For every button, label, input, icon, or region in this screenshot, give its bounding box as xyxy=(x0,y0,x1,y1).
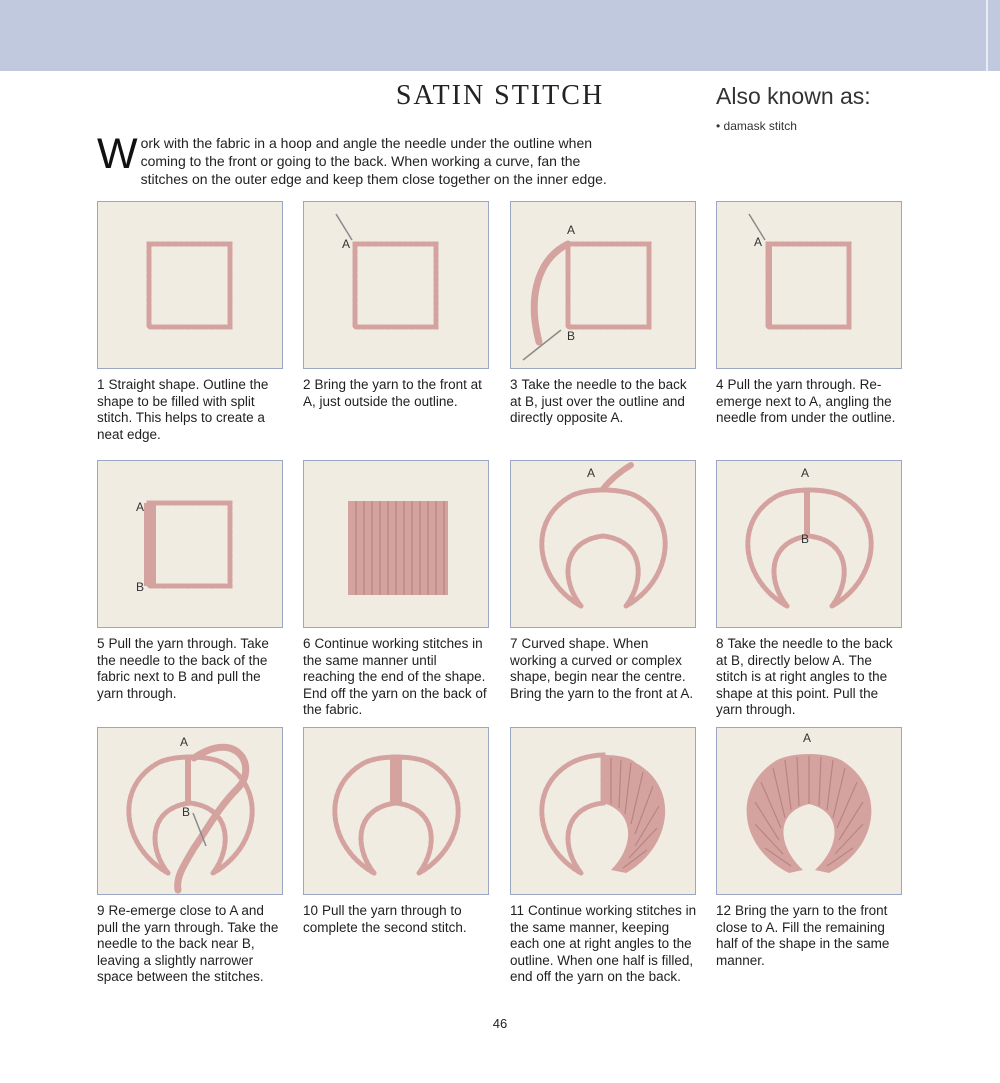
label-b: B xyxy=(801,532,810,546)
step-2 xyxy=(303,201,489,410)
step-5 xyxy=(97,460,283,702)
step-1 xyxy=(97,201,283,443)
step-7-photo xyxy=(510,460,696,628)
step-4-photo xyxy=(716,201,902,369)
label-b: B xyxy=(182,805,191,819)
label-a: A xyxy=(801,466,810,480)
step-6-caption: 6 Continue working stitches in the same manner until reaching the end of the shape. End off the yarn on the back of the fabric. xyxy=(303,636,487,717)
step-12-caption: 12 Bring the yarn to the front close to A. Fill the remaining half of the shape in the same manner. xyxy=(716,903,890,968)
step-9 xyxy=(97,727,283,986)
step-9-photo xyxy=(97,727,283,895)
step-8-photo xyxy=(716,460,902,628)
also-known-as-list xyxy=(716,119,797,133)
step-2-photo xyxy=(303,201,489,369)
drop-cap: W xyxy=(97,130,138,178)
step-11-caption: 11 Continue working stitches in the same manner, keeping each one at right angles to the outline. When one half is filled, end off the yarn on the back. xyxy=(510,903,697,984)
label-a: A xyxy=(342,237,351,251)
step-2-caption: 2 Bring the yarn to the front at A, just outside the outline. xyxy=(303,377,482,409)
step-10-photo xyxy=(303,727,489,895)
label-a: A xyxy=(567,223,576,237)
step-1-photo xyxy=(97,201,283,369)
label-a: A xyxy=(180,735,189,749)
step-1-caption: 1 Straight shape. Outline the shape to be filled with split stitch. This helps to create a neat edge. xyxy=(97,377,269,442)
step-5-caption: 5 Pull the yarn through. Take the needle to the back of the fabric next to B and pull the yarn through. xyxy=(97,636,269,701)
intro-paragraph xyxy=(97,130,607,188)
label-a: A xyxy=(136,500,145,514)
step-7-caption: 7 Curved shape. When working a curved or complex shape, begin near the centre. Bring the yarn to the front at A. xyxy=(510,636,694,701)
header-band xyxy=(0,0,1000,71)
step-3-photo xyxy=(510,201,696,369)
step-11 xyxy=(510,727,696,986)
label-b: B xyxy=(136,580,145,594)
step-7 xyxy=(510,460,696,702)
label-a: A xyxy=(587,466,596,480)
step-10 xyxy=(303,727,489,936)
step-3 xyxy=(510,201,696,427)
label-b: B xyxy=(567,329,576,343)
step-4 xyxy=(716,201,902,427)
step-6 xyxy=(303,460,489,719)
label-a: A xyxy=(754,235,763,249)
also-known-as-heading: Also known as: xyxy=(716,83,871,109)
step-11-photo xyxy=(510,727,696,895)
intro-text: ork with the fabric in a hoop and angle the needle under the outline when coming to the front or going to the back. When working a curve, fan the stitches on the outer edge and keep them close together on the inner edge. xyxy=(140,135,607,187)
step-5-photo xyxy=(97,460,283,628)
step-8-caption: 8 Take the needle to the back at B, directly below A. The stitch is at right angles to the shape at this point. Pull the yarn through. xyxy=(716,636,893,717)
step-12 xyxy=(716,727,902,969)
step-10-caption: 10 Pull the yarn through to complete the second stitch. xyxy=(303,903,467,935)
step-8 xyxy=(716,460,902,719)
step-12-photo xyxy=(716,727,902,895)
step-9-caption: 9 Re-emerge close to A and pull the yarn through. Take the needle to the back near B, leaving a slightly narrower space between the stitches. xyxy=(97,903,279,984)
step-4-caption: 4 Pull the yarn through. Re-emerge next to A, angling the needle from under the outline. xyxy=(716,377,896,425)
label-a: A xyxy=(803,731,812,745)
page-title: SATIN STITCH xyxy=(395,80,605,111)
page-number: 46 xyxy=(492,1016,508,1031)
aka-item: • damask stitch xyxy=(716,119,797,133)
step-6-photo xyxy=(303,460,489,628)
step-3-caption: 3 Take the needle to the back at B, just over the outline and directly opposite A. xyxy=(510,377,687,425)
